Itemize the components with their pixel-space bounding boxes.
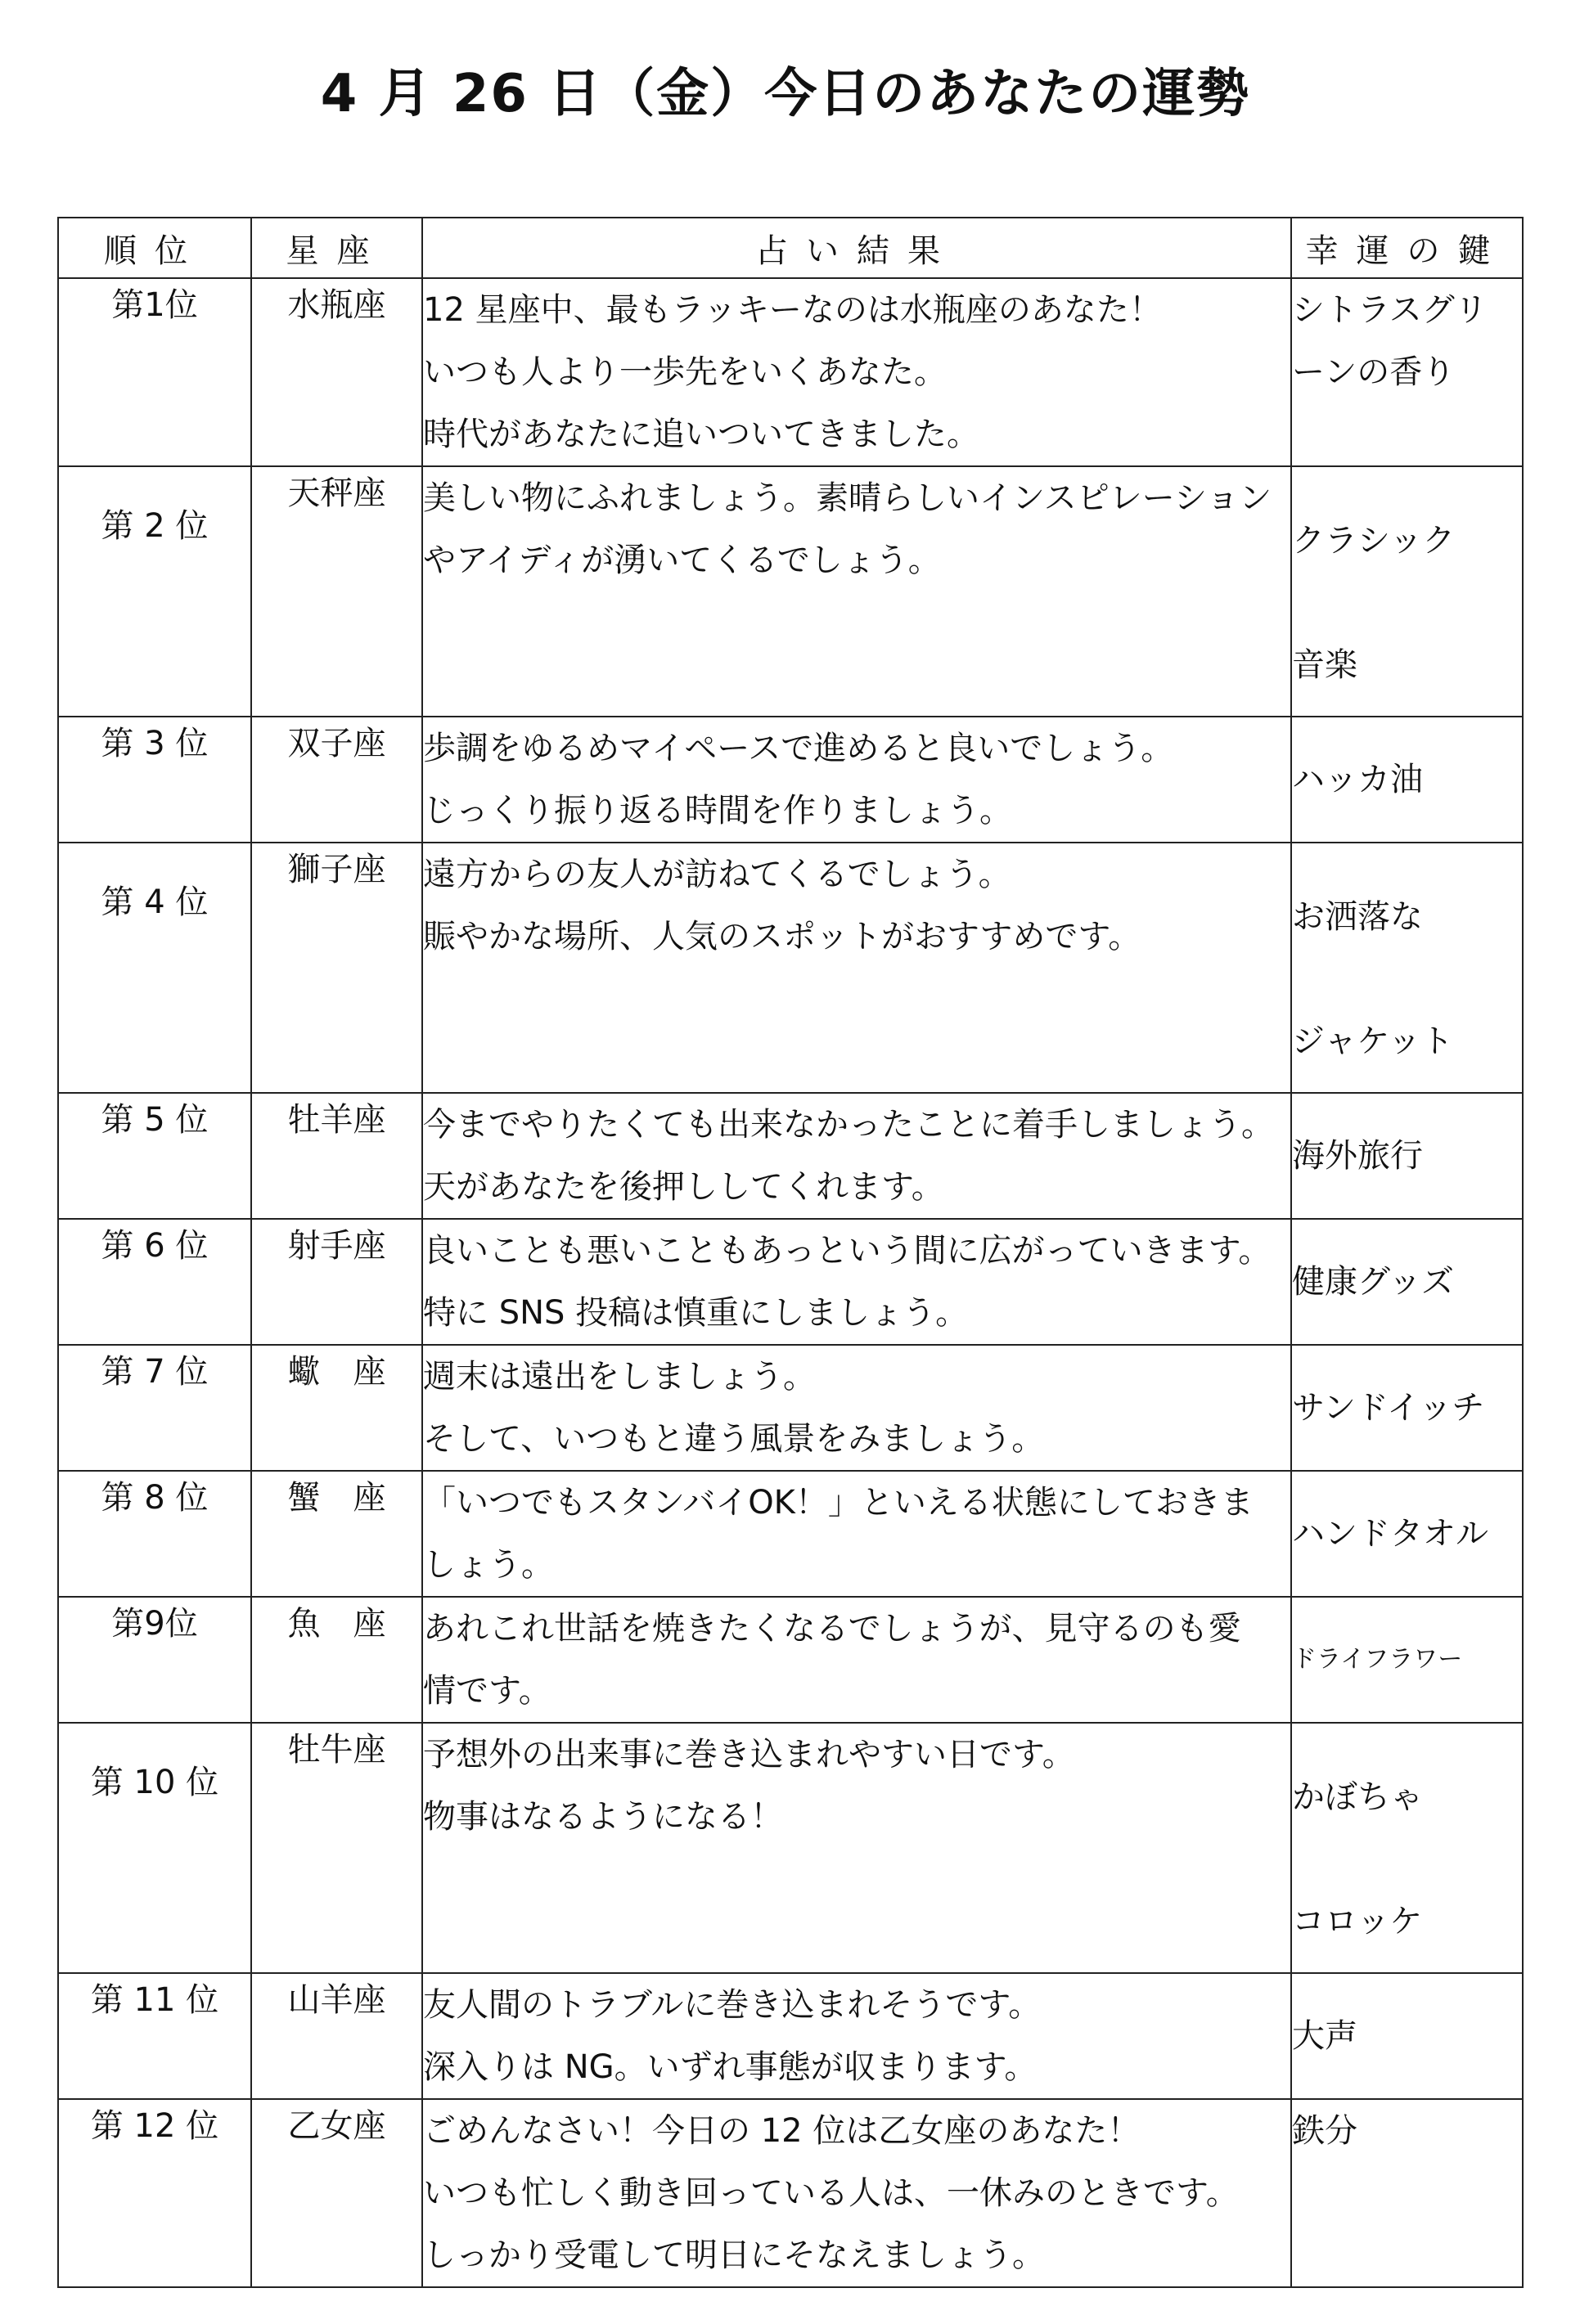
key-cell [1291, 1345, 1523, 1471]
key-line: 鉄分 [1292, 2112, 1357, 2150]
key-line: 音楽 [1292, 646, 1357, 684]
result-cell [422, 278, 1291, 466]
table-row [58, 717, 1523, 843]
result-line: 「いつでもスタンバイOK！」といえる状態にしておきま [423, 1484, 1254, 1522]
sign-cell: 山羊座 [251, 1973, 422, 2099]
result-line: そして、いつもと違う風景をみましょう。 [423, 1420, 1045, 1458]
result-line: あれこれ世話を焼きたくなるでしょうが、見守るのも愛 [423, 1610, 1241, 1647]
key-line: 健康グッズ [1292, 1263, 1454, 1301]
key-line: 大声 [1292, 2017, 1357, 2055]
key-line: 海外旅行 [1292, 1137, 1423, 1175]
rank-cell: 第 10 位 [58, 1723, 251, 1973]
result-line: いつも人より一歩先をいくあなた。 [423, 353, 947, 391]
table-row [58, 1723, 1523, 1973]
key-cell [1291, 1093, 1523, 1219]
result-line: 12 星座中、最もラッキーなのは水瓶座のあなた！ [423, 291, 1162, 329]
result-line: じっくり振り返る時間を作りましょう。 [423, 792, 1012, 829]
result-cell [422, 1093, 1291, 1219]
result-line: ごめんなさい！今日の 12 位は乙女座のあなた！ [423, 2112, 1141, 2150]
table-row [58, 1471, 1523, 1597]
result-cell [422, 1471, 1291, 1597]
page-title: 4 月 26 日（金）今日のあなたの運勢 [320, 64, 1251, 124]
table-row [58, 1973, 1523, 2099]
result-line: 天があなたを後押ししてくれます。 [423, 1168, 944, 1206]
result-line: 美しい物にふれましょう。素晴らしいインスピレーション [423, 479, 1272, 517]
key-line: クラシック [1292, 522, 1456, 560]
sign-cell: 蠍 座 [251, 1345, 422, 1471]
result-line: 特に SNS 投稿は慎重にしましょう。 [423, 1294, 969, 1332]
result-cell [422, 717, 1291, 843]
key-line: ドライフラワー [1292, 1645, 1463, 1674]
key-line: シトラスグリ [1292, 291, 1488, 329]
table-row [58, 1345, 1523, 1471]
result-line: 遠方からの友人が訪ねてくるでしょう。 [423, 856, 1011, 893]
rank-cell: 第 8 位 [58, 1471, 251, 1597]
result-line: 良いことも悪いこともあっという間に広がっていきます。 [423, 1232, 1272, 1270]
table-row [58, 1597, 1523, 1723]
result-line: いつも忙しく動き回っている人は、一休みのときです。 [423, 2174, 1239, 2212]
rank-cell: 第 4 位 [58, 843, 251, 1093]
result-line: しょう。 [423, 1546, 554, 1584]
sign-cell: 牡羊座 [251, 1093, 422, 1219]
rank-cell: 第 7 位 [58, 1345, 251, 1471]
header-result: 占い結果 [422, 218, 1291, 278]
key-line: かぼちゃ [1292, 1778, 1423, 1816]
rank-cell: 第1位 [58, 278, 251, 466]
header-row [58, 218, 1523, 278]
sign-cell: 射手座 [251, 1219, 422, 1345]
key-cell [1291, 717, 1523, 843]
result-cell [422, 1597, 1291, 1723]
result-line: 週末は遠出をしましょう。 [423, 1358, 816, 1396]
rank-cell: 第 3 位 [58, 717, 251, 843]
key-cell [1291, 1973, 1523, 2099]
key-cell [1291, 843, 1523, 1093]
key-line: コロッケ [1292, 1903, 1423, 1940]
result-cell [422, 1973, 1291, 2099]
table-row [58, 843, 1523, 1093]
rank-cell: 第 2 位 [58, 466, 251, 717]
table-row [58, 2099, 1523, 2287]
sign-cell: 獅子座 [251, 843, 422, 1093]
key-line: ジャケット [1292, 1023, 1454, 1060]
result-line: しっかり受電して明日にそなえましょう。 [423, 2236, 1045, 2274]
table-row [58, 1093, 1523, 1219]
key-cell [1291, 1471, 1523, 1597]
result-line: 時代があなたに追いついてきました。 [423, 416, 979, 453]
key-line: お洒落な [1292, 898, 1423, 936]
result-line: やアイディが湧いてくるでしょう。 [423, 542, 941, 579]
header-sign: 星座 [251, 218, 422, 278]
key-cell [1291, 2099, 1523, 2287]
result-line: 今までやりたくても出来なかったことに着手しましょう。 [423, 1106, 1274, 1144]
result-line: 予想外の出来事に巻き込まれやすい日です。 [423, 1736, 1075, 1773]
table-row [58, 278, 1523, 466]
sign-cell: 双子座 [251, 717, 422, 843]
result-line: 物事はなるようになる！ [423, 1798, 783, 1836]
key-cell [1291, 1219, 1523, 1345]
rank-cell: 第 6 位 [58, 1219, 251, 1345]
header-key: 幸運の鍵 [1291, 218, 1523, 278]
sign-cell: 牡牛座 [251, 1723, 422, 1973]
key-line: ハンドタオル [1292, 1515, 1488, 1553]
sign-cell: 天秤座 [251, 466, 422, 717]
result-cell [422, 843, 1291, 1093]
key-cell [1291, 1723, 1523, 1973]
sign-cell: 魚 座 [251, 1597, 422, 1723]
sign-cell: 乙女座 [251, 2099, 422, 2287]
rank-cell: 第9位 [58, 1597, 251, 1723]
table-row [58, 1219, 1523, 1345]
result-line: 深入りは NG。いずれ事態が収まります。 [423, 2048, 1038, 2086]
rank-cell: 第 12 位 [58, 2099, 251, 2287]
result-cell [422, 1723, 1291, 1973]
result-cell [422, 1219, 1291, 1345]
result-cell [422, 466, 1291, 717]
fortune-table [57, 217, 1524, 2288]
key-cell [1291, 1597, 1523, 1723]
result-line: 賑やかな場所、人気のスポットがおすすめです。 [423, 918, 1141, 955]
key-cell [1291, 278, 1523, 466]
key-line: ーンの香り [1292, 353, 1456, 391]
sign-cell: 蟹 座 [251, 1471, 422, 1597]
header-rank: 順位 [58, 218, 251, 278]
result-line: 友人間のトラブルに巻き込まれそうです。 [423, 1986, 1042, 2024]
sign-cell: 水瓶座 [251, 278, 422, 466]
result-cell [422, 2099, 1291, 2287]
key-cell [1291, 466, 1523, 717]
result-cell [422, 1345, 1291, 1471]
key-line: サンドイッチ [1292, 1389, 1485, 1427]
rank-cell: 第 11 位 [58, 1973, 251, 2099]
result-line: 情です。 [423, 1672, 551, 1710]
rank-cell: 第 5 位 [58, 1093, 251, 1219]
result-line: 歩調をゆるめマイペースで進めると良いでしょう。 [423, 730, 1174, 767]
key-line: ハッカ油 [1292, 761, 1423, 798]
table-row [58, 466, 1523, 717]
